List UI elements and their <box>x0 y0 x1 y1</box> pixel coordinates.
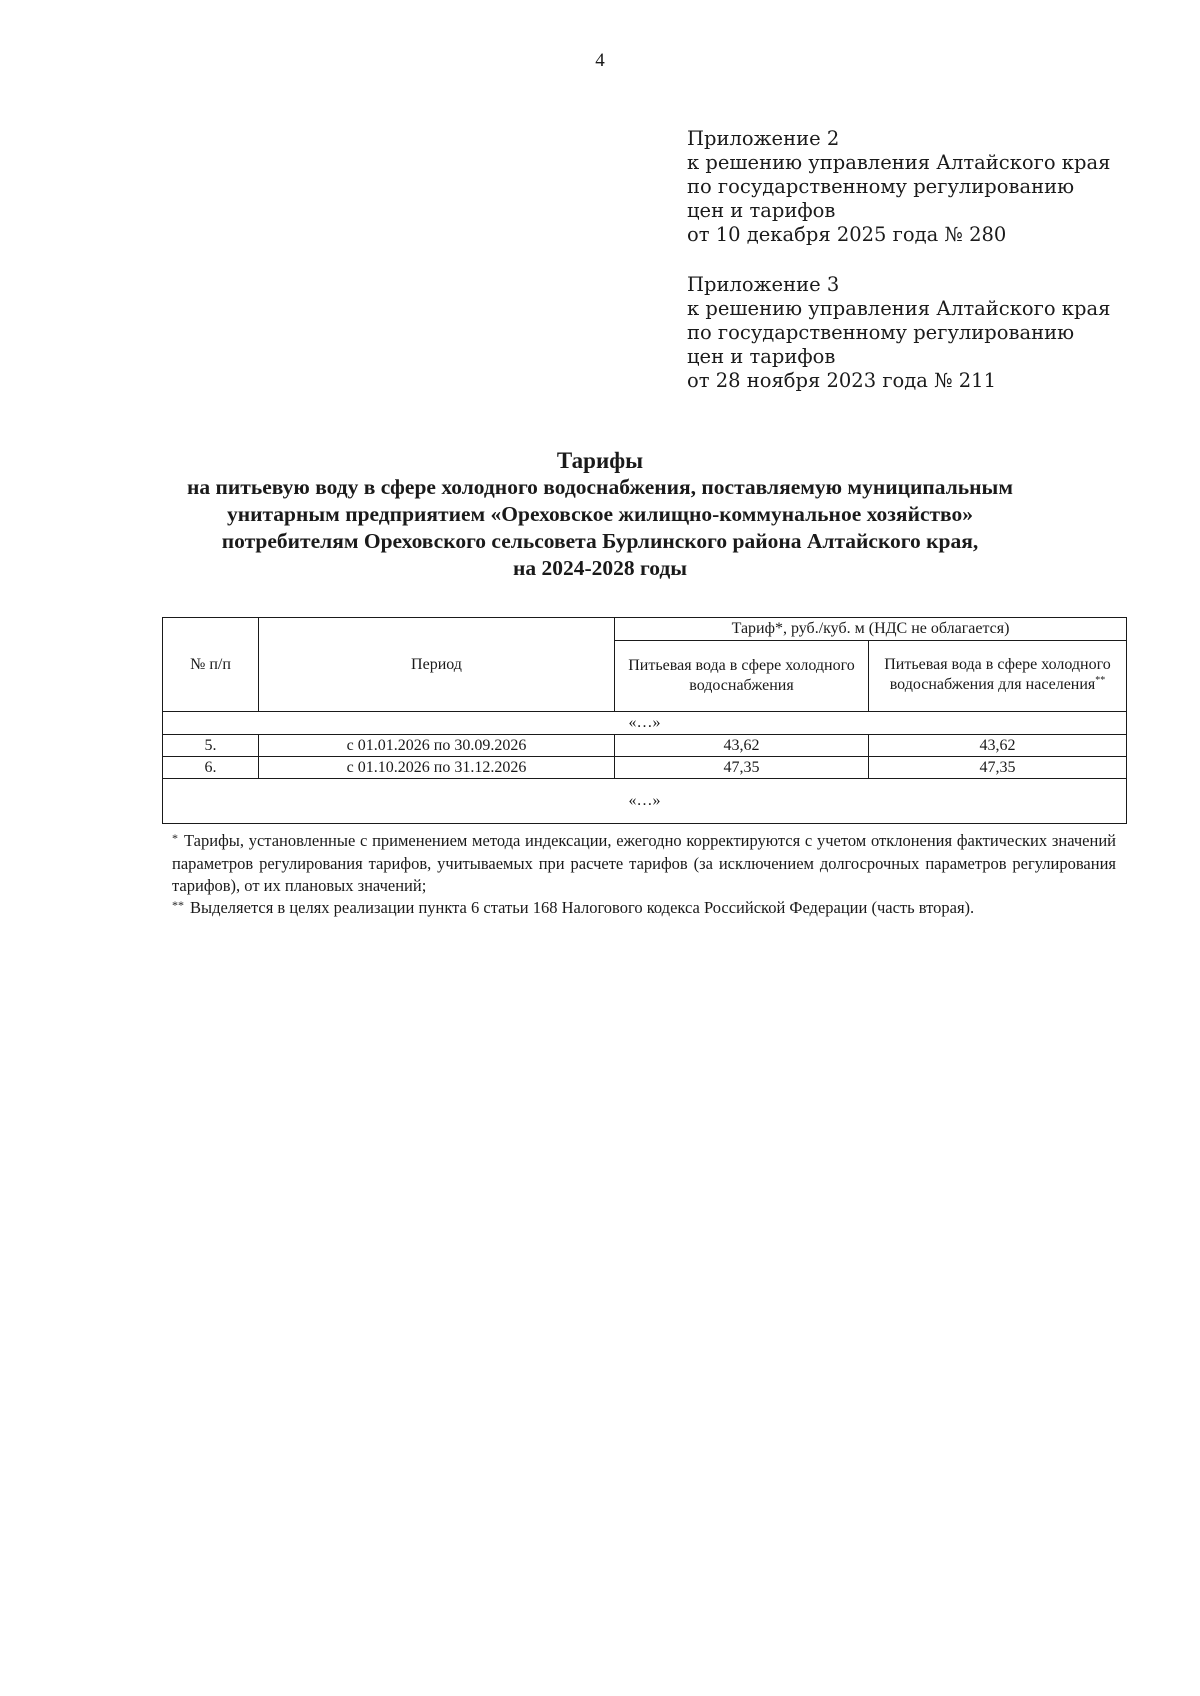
appendix-3-header <box>687 273 1167 393</box>
header-period: Период <box>259 618 615 712</box>
row-tariff-population: 43,62 <box>869 735 1127 757</box>
title-heading: Тарифы <box>556 448 644 473</box>
row-tariff: 43,62 <box>615 735 869 757</box>
tariff-table <box>162 617 1127 824</box>
table-ellipsis-end: «…» <box>163 779 1127 824</box>
appendix-3-line: по государственному регулированию <box>687 321 1075 344</box>
title-line: на питьевую воду в сфере холодного водоснабжения, поставляемую муниципальным <box>187 475 1013 499</box>
title-line: на 2024-2028 годы <box>512 556 688 580</box>
row-num: 6. <box>163 757 259 779</box>
appendix-2-line: от 10 декабря 2025 года № 280 <box>687 223 1007 246</box>
footnotes <box>172 830 1116 920</box>
header-tariff-group: Тариф*, руб./куб. м (НДС не облагается) <box>615 618 1127 641</box>
header-num: № п/п <box>163 618 259 712</box>
row-tariff: 47,35 <box>615 757 869 779</box>
footnote-mark: ** <box>172 898 184 912</box>
row-num: 5. <box>163 735 259 757</box>
footnote <box>172 897 1116 920</box>
footnote <box>172 830 1116 897</box>
footnote-text: Выделяется в целях реализации пункта 6 статьи 168 Налогового кодекса Российской Федерации (часть вторая). <box>190 898 975 917</box>
footnote-mark: * <box>172 831 178 845</box>
footnote-text: Тарифы, установленные с применением метода индексации, ежегодно корректируются с учетом отклонения фактических значений параметров регулирования тарифов, учитываемых при расчете тарифов (за исключением долгосрочных параметров регулирования тарифов), от их плановых значений; <box>172 831 1116 895</box>
table-row <box>163 735 1127 757</box>
document-title <box>0 447 1200 582</box>
appendix-3-line: Приложение 3 <box>687 273 840 296</box>
row-period: с 01.01.2026 по 30.09.2026 <box>259 735 615 757</box>
header-col2-text: Питьевая вода в сфере холодного водоснабжения для населения <box>884 656 1111 693</box>
header-drinking-water-population <box>869 641 1127 712</box>
table-ellipsis: «…» <box>163 712 1127 735</box>
appendix-2-line: по государственному регулированию <box>687 175 1075 198</box>
appendix-2-header <box>687 127 1167 247</box>
header-drinking-water: Питьевая вода в сфере холодного водоснабжения <box>615 641 869 712</box>
appendix-2-line: Приложение 2 <box>687 127 840 150</box>
row-period: с 01.10.2026 по 31.12.2026 <box>259 757 615 779</box>
title-line: потребителям Ореховского сельсовета Бурлинского района Алтайского края, <box>221 529 979 553</box>
row-tariff-population: 47,35 <box>869 757 1127 779</box>
table-row <box>163 757 1127 779</box>
appendix-2-line: цен и тарифов <box>687 199 836 222</box>
appendix-3-line: к решению управления Алтайского края <box>687 297 1111 320</box>
appendix-3-line: цен и тарифов <box>687 345 836 368</box>
appendix-3-line: от 28 ноября 2023 года № 211 <box>687 369 996 392</box>
title-line: унитарным предприятием «Ореховское жилищно-коммунальное хозяйство» <box>226 502 974 526</box>
page-number: 4 <box>595 50 605 71</box>
footnote-mark: ** <box>1095 675 1106 686</box>
appendix-2-line: к решению управления Алтайского края <box>687 151 1111 174</box>
